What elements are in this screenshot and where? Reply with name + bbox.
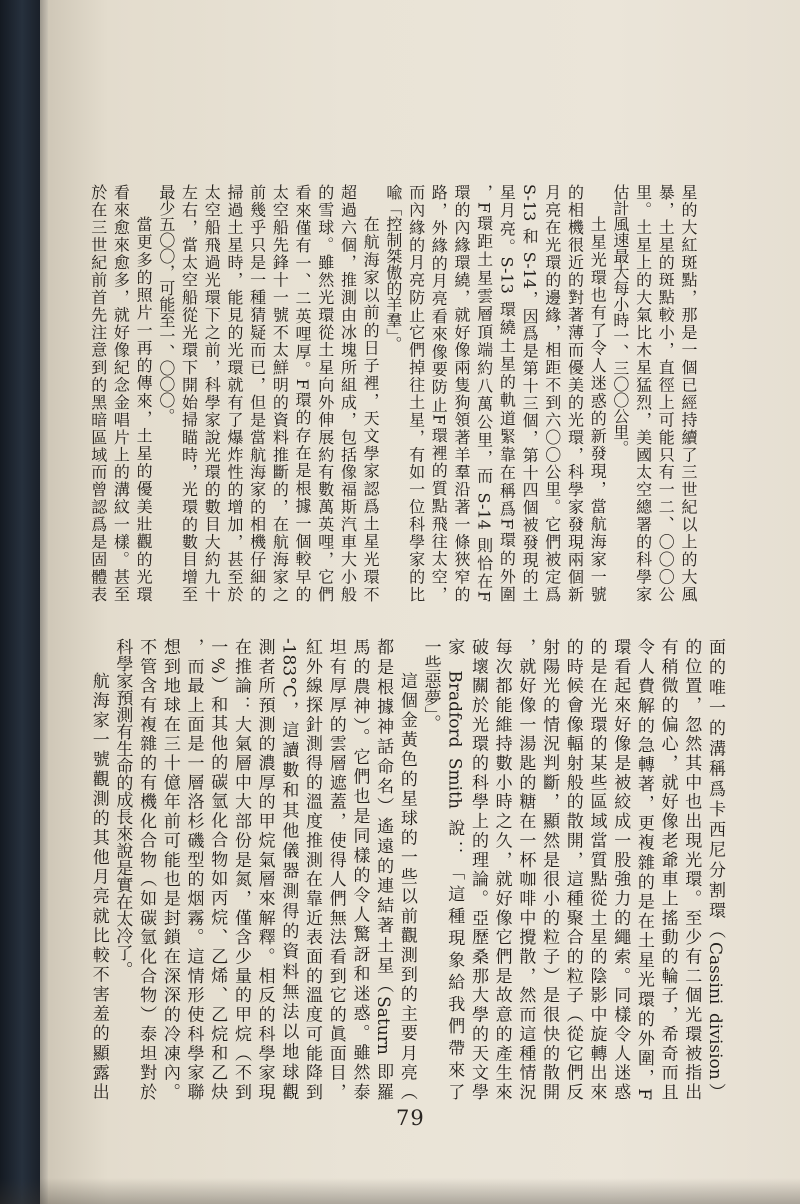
text-column: 看來愈來愈多，就好像紀念金唱片上的溝紋一樣。甚至 xyxy=(111,184,131,602)
text-column: 的雪球。雖然光環從土星向外伸展約有數萬英哩，它們 xyxy=(315,184,335,602)
text-column: 太空船飛過光環下之前，科學家說光環的數目大約九十 xyxy=(202,184,222,602)
text-column: 路，外緣的月亮看來像要防止F環裡的質點飛往太空， xyxy=(429,184,449,602)
text-column: ，就好像一湯匙的糖在一杯咖啡中攪散，然而這種情況 xyxy=(515,638,536,1100)
text-column: 都是根據神話命名）遙遠的連結著土星（Saturn 即羅 xyxy=(373,638,394,1100)
text-column: 超過六個，推測由冰塊所組成，包括像福斯汽車大小般 xyxy=(338,184,358,602)
text-column: 而內緣的月亮防止它們掉往土星，有如一位科學家的比 xyxy=(406,184,426,602)
text-column: -183°C，這讀數和其他儀器測得的資料無法以地球觀 xyxy=(278,638,299,1100)
text-column: 環看起來好像是被絞成一股強力的繩索。同樣令人迷惑 xyxy=(610,638,631,1100)
text-column: 環的內緣環繞，就好像兩隻狗領著羊羣沿著一條狹窄的 xyxy=(451,184,471,602)
text-column: 的是在光環的某些區域當質點從土星的陰影中旋轉出來 xyxy=(586,638,607,1100)
lower-text-block xyxy=(86,638,726,1100)
text-column: 坦有厚厚的雲層遮蓋，使得人們無法看到它的眞面目， xyxy=(325,638,346,1100)
text-column: ，而最上面是一層洛杉磯型的烟霧。這情形使科學家聯 xyxy=(183,638,204,1100)
text-column: 一些惡夢」。 xyxy=(420,638,441,732)
paragraph-start-column: 當更多的照片一再的傳來，土星的優美壯觀的光環 xyxy=(134,216,154,602)
text-column: 一%）和其他的碳氫化合物如丙烷、乙烯、乙烷和乙炔 xyxy=(207,638,228,1100)
text-column: 射陽光的情況判斷，顯然是很小的粒子）是很快的散開 xyxy=(539,638,560,1100)
text-column: 每次都能維持數小時之久，就好像它們是故意的產生來 xyxy=(491,638,512,1100)
text-column: 破壞關於光環的科學上的理論。亞歷桑那大學的天文學 xyxy=(467,638,488,1100)
text-column: 馬的農神）。它們也是同樣的令人驚訝和迷惑。雖然泰 xyxy=(349,638,370,1100)
text-column: 不管含有複雜的有機化合物（如碳氫化合物）泰坦對於 xyxy=(136,638,157,1100)
paragraph-start-column: 這個金黃色的星球的一些以前觀測到的主要月亮（ xyxy=(396,672,417,1100)
text-column: 的位置，忽然其中也出現光環。至少有二個光環被指出 xyxy=(681,638,702,1100)
text-column: 想到地球在三十億年前可能也是封鎖在深深的冷凍內。 xyxy=(159,638,180,1100)
text-column: 估計風速最大每小時一、三〇〇公里。 xyxy=(610,184,630,456)
text-column: 月亮在光環的邊緣，相距不到六〇〇公里。它們被定爲 xyxy=(542,184,562,602)
paragraph-start-column: 在航海家以前的日子裡，天文學家認爲土星光環不 xyxy=(361,216,381,602)
text-column: 面的唯一的溝稱爲卡西尼分割環（Cassini division） xyxy=(705,638,725,1100)
text-column: 紅外線探針測得的溫度推測在靠近表面的溫度可能降到 xyxy=(302,638,323,1100)
page-bottom-shadow xyxy=(0,1178,800,1204)
paragraph-start-column: 土星光環也有了令人迷惑的新發現，當航海家一號 xyxy=(588,216,608,602)
text-column: 前幾乎只是一種猜疑而已，但是當航海家的相機仔細的 xyxy=(247,184,267,602)
text-column: 星的大紅斑點，那是一個已經持續了三世紀以上的大風 xyxy=(679,184,698,602)
text-column: ，F環距土星雲層頂端約八萬公里，而 S-14 則恰在F xyxy=(474,184,494,602)
text-column: 里。土星上的大氣比木星猛烈，美國太空總署的科學家 xyxy=(633,184,653,602)
text-column: 的相機很近的對著薄而優美的光環，科學家發現兩個新 xyxy=(565,184,585,602)
text-column: 家 Bradford Smith 說：「這種現象給我們帶來了 xyxy=(444,638,465,1100)
text-column: 科學家預測有生命的成長來說是實在太冷了。 xyxy=(112,638,133,978)
text-column: 喩「控制桀傲的羊羣」。 xyxy=(383,184,403,352)
paragraph-start-column: 航海家一號觀測的其他月亮就比較不害羞的顯露出 xyxy=(88,672,109,1100)
text-column: 掃過土星時，能見的光環就有了爆炸性的增加，甚至於 xyxy=(224,184,244,602)
text-column: 左右，當太空船從光環下開始掃瞄時，光環的數目增至 xyxy=(179,184,199,602)
text-column: 令人費解的急轉著，更複雜的是在土星光環的外圍，F xyxy=(633,638,654,1100)
upper-text-block xyxy=(86,184,699,602)
text-column: 暴，土星的斑點較小，直徑上可能只有一二、〇〇〇公 xyxy=(656,184,676,602)
text-column: 的時候會像輻射般的散開，這種聚合的粒子（從它們反 xyxy=(562,638,583,1100)
text-column: 測者所預測的濃厚的甲烷氣層來解釋。相反的科學家現 xyxy=(254,638,275,1100)
text-column: S-13 和 S-14，因爲是第十三個，第十四個被發現的土 xyxy=(520,184,540,602)
text-column: 有稍微的偏心，就好像老爺車上搖動的輪子，希奇而且 xyxy=(657,638,678,1100)
text-column: 最少五〇〇，可能至一、〇〇〇。 xyxy=(156,184,176,424)
book-cover-edge xyxy=(0,0,40,1204)
text-column: 於在三世紀前首先注意到的黑暗區域而曾認爲是固體表 xyxy=(88,184,108,602)
text-column: 星月亮。S-13 環繞土星的軌道緊靠在稱爲F環的外圍 xyxy=(497,184,517,602)
page-number: 79 xyxy=(396,1106,425,1130)
text-column: 看來僅有一、二英哩厚。F環的存在是根據一個較早的 xyxy=(293,184,313,602)
text-column: 太空船先鋒十一號不太鮮明的資料推斷的，在航海家之 xyxy=(270,184,290,602)
page-stack-edge xyxy=(40,0,48,1204)
text-column: 在推論：大氣層中大部份是氮，僅含少量的甲烷（不到 xyxy=(230,638,251,1100)
